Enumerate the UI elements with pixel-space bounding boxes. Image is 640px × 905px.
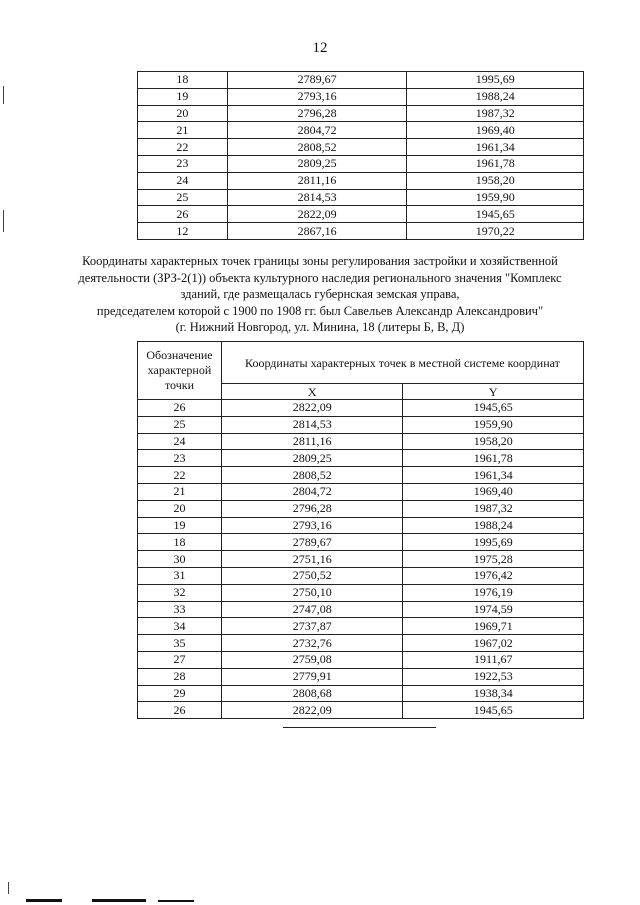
x-coordinate-cell: 2804,72 [227,122,407,139]
footer-scan-mark [92,899,146,902]
table-row [138,450,584,467]
point-number-cell: 28 [138,668,222,685]
point-number-cell: 26 [138,400,222,417]
y-coordinate-cell: 1945,65 [403,400,584,417]
table-row [138,400,584,417]
x-coordinate-cell: 2750,52 [221,567,403,584]
y-coordinate-cell: 1974,59 [403,601,584,618]
table-row [138,584,584,601]
point-number-cell: 31 [138,567,222,584]
y-coordinate-cell: 1969,40 [407,122,584,139]
point-number-cell: 23 [138,450,222,467]
table-row [138,172,584,189]
y-column-header: Y [403,384,584,400]
table-row [138,72,584,89]
x-coordinate-cell: 2814,53 [221,416,403,433]
y-coordinate-cell: 1987,32 [407,105,584,122]
x-coordinate-cell: 2811,16 [227,172,407,189]
table-row [138,685,584,702]
coordinates-group-header: Координаты характерных точек в местной системе координат [221,342,583,384]
point-number-cell: 25 [138,416,222,433]
x-coordinate-cell: 2789,67 [221,534,403,551]
y-coordinate-cell: 1945,65 [407,206,584,223]
y-coordinate-cell: 1922,53 [403,668,584,685]
x-coordinate-cell: 2808,52 [221,467,403,484]
point-number-cell: 22 [138,467,222,484]
caption-line: деятельности (ЗРЗ-2(1)) объекта культурного наследия регионального значения "Комплекс [78,270,562,285]
table-row [138,668,584,685]
y-coordinate-cell: 1961,34 [407,139,584,156]
point-number-cell: 26 [138,206,228,223]
page-number: 12 [312,40,328,56]
table-row [138,189,584,206]
point-number-cell: 20 [138,105,228,122]
point-number-cell: 19 [138,88,228,105]
table-row [138,618,584,635]
x-coordinate-cell: 2759,08 [221,651,403,668]
x-coordinate-cell: 2793,16 [221,517,403,534]
x-coordinate-cell: 2822,09 [221,400,403,417]
y-coordinate-cell: 1988,24 [403,517,584,534]
point-number-cell: 33 [138,601,222,618]
point-number-cell: 26 [138,702,222,719]
point-number-cell: 32 [138,584,222,601]
y-coordinate-cell: 1911,67 [403,651,584,668]
x-coordinate-cell: 2747,08 [221,601,403,618]
table-row [138,635,584,652]
y-coordinate-cell: 1961,34 [403,467,584,484]
point-number-cell: 12 [138,223,228,240]
table-row [138,416,584,433]
point-number-cell: 35 [138,635,222,652]
table-caption [70,253,570,336]
x-coordinate-cell: 2822,09 [221,702,403,719]
point-number-cell: 34 [138,618,222,635]
table-row [138,155,584,172]
caption-line: зданий, где размещалась губернская земская управа, [180,287,460,301]
y-coordinate-cell: 1976,19 [403,584,584,601]
point-number-cell: 21 [138,122,228,139]
x-coordinate-cell: 2822,09 [227,206,407,223]
footer-scan-mark [26,899,62,902]
y-coordinate-cell: 1995,69 [403,534,584,551]
x-coordinate-cell: 2751,16 [221,551,403,568]
y-coordinate-cell: 1961,78 [403,450,584,467]
x-coordinate-cell: 2793,16 [227,88,407,105]
scan-mark [3,86,4,104]
y-coordinate-cell: 1969,40 [403,483,584,500]
y-coordinate-cell: 1959,90 [403,416,584,433]
table-row [138,702,584,719]
y-coordinate-cell: 1995,69 [407,72,584,89]
table-row [138,139,584,156]
table-row [138,122,584,139]
coordinates-table-header [138,342,584,400]
x-coordinate-cell: 2796,28 [227,105,407,122]
caption-line: Координаты характерных точек границы зоны регулирования застройки и хозяйственной [82,254,558,268]
caption-line: (г. Нижний Новгород, ул. Минина, 18 (литеры Б, В, Д) [175,320,465,334]
end-rule [283,727,436,728]
y-coordinate-cell: 1987,32 [403,500,584,517]
x-coordinate-cell: 2808,52 [227,139,407,156]
y-coordinate-cell: 1969,71 [403,618,584,635]
x-coordinate-cell: 2789,67 [227,72,407,89]
y-coordinate-cell: 1967,02 [403,635,584,652]
coordinates-table-body [138,400,584,719]
point-number-cell: 24 [138,433,222,450]
point-number-cell: 27 [138,651,222,668]
y-coordinate-cell: 1959,90 [407,189,584,206]
y-coordinate-cell: 1961,78 [407,155,584,172]
coordinates-table [137,341,584,719]
point-number-cell: 30 [138,551,222,568]
x-coordinate-cell: 2814,53 [227,189,407,206]
x-coordinate-cell: 2779,91 [221,668,403,685]
x-coordinate-cell: 2808,68 [221,685,403,702]
x-coordinate-cell: 2737,87 [221,618,403,635]
point-number-cell: 20 [138,500,222,517]
x-coordinate-cell: 2867,16 [227,223,407,240]
point-number-cell: 21 [138,483,222,500]
y-coordinate-cell: 1958,20 [403,433,584,450]
point-number-cell: 29 [138,685,222,702]
point-number-cell: 19 [138,517,222,534]
scan-mark [8,882,9,894]
table-row [138,206,584,223]
table-row [138,601,584,618]
y-coordinate-cell: 1958,20 [407,172,584,189]
x-coordinate-cell: 2809,25 [227,155,407,172]
point-number-cell: 22 [138,139,228,156]
point-number-cell: 23 [138,155,228,172]
x-coordinate-cell: 2732,76 [221,635,403,652]
scan-mark [3,210,4,232]
table-row [138,534,584,551]
point-number-cell: 18 [138,72,228,89]
y-coordinate-cell: 1970,22 [407,223,584,240]
table-row [138,551,584,568]
x-coordinate-cell: 2796,28 [221,500,403,517]
point-number-cell: 24 [138,172,228,189]
x-coordinate-cell: 2809,25 [221,450,403,467]
y-coordinate-cell: 1976,42 [403,567,584,584]
table-row [138,88,584,105]
coordinates-table-continued-body [138,72,584,240]
table-row [138,467,584,484]
y-coordinate-cell: 1988,24 [407,88,584,105]
point-number-cell: 18 [138,534,222,551]
x-column-header: X [221,384,403,400]
table-row [138,567,584,584]
x-coordinate-cell: 2750,10 [221,584,403,601]
caption-line: председателем которой с 1900 по 1908 гг. был Савельев Александр Александрович" [96,303,544,318]
y-coordinate-cell: 1945,65 [403,702,584,719]
x-coordinate-cell: 2804,72 [221,483,403,500]
x-coordinate-cell: 2811,16 [221,433,403,450]
table-row [138,433,584,450]
table-row [138,651,584,668]
table-row [138,483,584,500]
y-coordinate-cell: 1938,34 [403,685,584,702]
y-coordinate-cell: 1975,28 [403,551,584,568]
table-row [138,105,584,122]
point-label-header: Обозначение характерной точки [138,342,222,400]
point-number-cell: 25 [138,189,228,206]
table-row [138,500,584,517]
footer-scan-mark [158,900,194,902]
table-row [138,223,584,240]
coordinates-table-continued [137,71,584,240]
table-row [138,517,584,534]
